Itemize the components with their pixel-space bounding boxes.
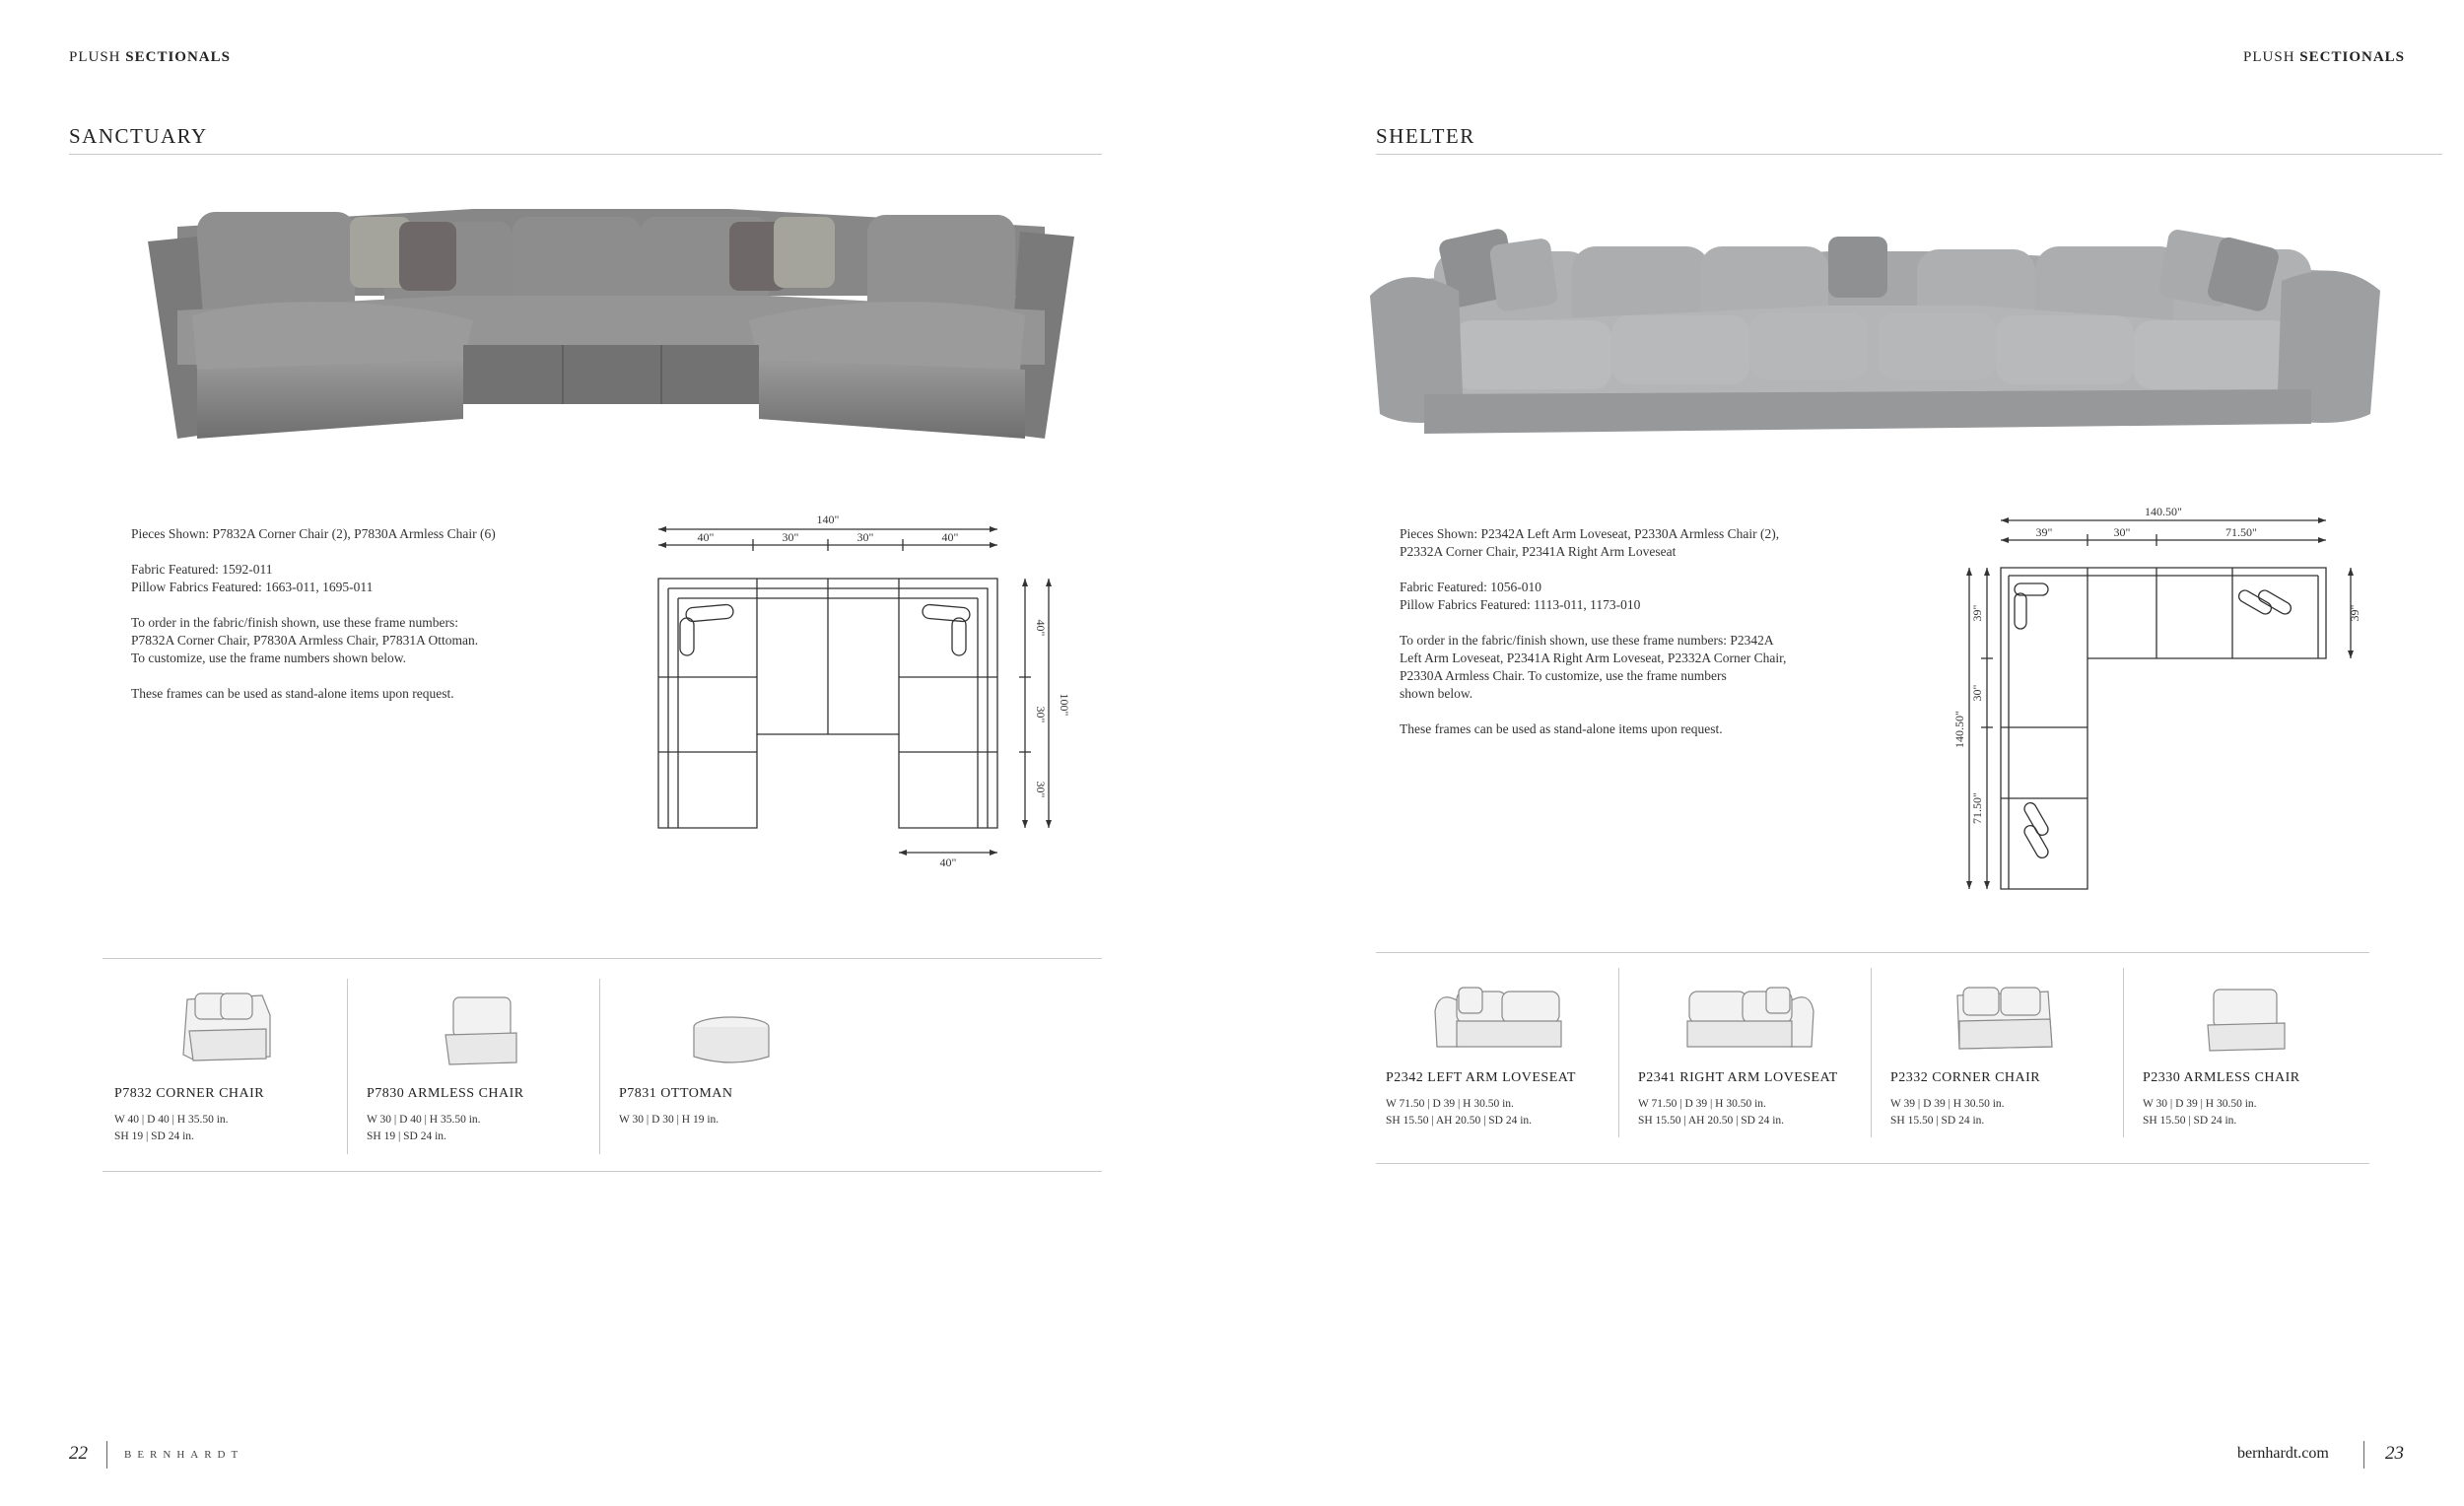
piece-left-arm-loveseat (1386, 1070, 1612, 1130)
pieces-divider-4 (1871, 968, 1872, 1137)
piece-dims-2: SH 19 | SD 24 in. (367, 1130, 446, 1142)
right-arm-loveseat-sketch (1681, 982, 1819, 1055)
label-right-a: 40" (1034, 619, 1048, 637)
piece-name: P7831 OTTOMAN (619, 1086, 733, 1101)
label-seg2: 30" (2113, 525, 2131, 539)
piece-dims: W 40 | D 40 | H 35.50 in. (114, 1114, 229, 1126)
section-label-right: PLUSH SECTIONALS (2243, 49, 2405, 65)
label-overall-width: 140.50" (2145, 505, 2182, 518)
piece-ottoman (619, 1086, 846, 1129)
collection-title-sanctuary: SANCTUARY (69, 124, 208, 148)
piece-dims: W 30 | D 30 | H 19 in. (619, 1114, 719, 1126)
piece-name: P7832 CORNER CHAIR (114, 1086, 265, 1101)
pieces-top-rule-left (103, 958, 1102, 959)
piece-dims-2: SH 15.50 | SD 24 in. (1890, 1115, 1985, 1127)
pieces-divider-2 (599, 979, 600, 1154)
label-seg3: 71.50" (2225, 525, 2257, 539)
label-left-a: 39" (1970, 604, 1984, 622)
piece-armless-chair-2 (2143, 1070, 2369, 1130)
order-info: To order in the fabric/finish shown, use these frame numbers: P2342A Left Arm Loveseat, P2341A Right Arm Loveseat, P2332A Corner Chair, P2330A Armless Chair. To customize, use the frame numbers shown below. (1400, 633, 1787, 701)
label-overall-depth: 100" (1058, 693, 1071, 717)
label-bottom: 40" (939, 856, 957, 869)
title-rule-right (1376, 154, 2442, 155)
label-seg1: 39" (2035, 525, 2053, 539)
armless-chair-sketch-2 (2202, 986, 2291, 1055)
order-info: To order in the fabric/finish shown, use these frame numbers: P7832A Corner Chair, P7830A Armless Chair, P7831A Ottoman. To customize, use the frame numbers shown below. (131, 615, 479, 665)
label-seg1: 40" (697, 530, 715, 544)
fabric-featured: Fabric Featured: 1592-011 Pillow Fabrics Featured: 1663-011, 1695-011 (131, 562, 374, 594)
piece-name: P2341 RIGHT ARM LOVESEAT (1638, 1070, 1838, 1085)
pieces-divider-5 (2123, 968, 2124, 1137)
piece-name: P2330 ARMLESS CHAIR (2143, 1070, 2300, 1085)
label-overall-width: 140" (816, 513, 840, 526)
standalone-note: These frames can be used as stand-alone items upon request. (1400, 721, 1723, 736)
fabric-featured: Fabric Featured: 1056-010 Pillow Fabrics Featured: 1113-011, 1173-010 (1400, 580, 1641, 612)
ottoman-sketch (690, 1013, 773, 1068)
pieces-shown: Pieces Shown: P2342A Left Arm Loveseat, P2330A Armless Chair (2), P2332A Corner Chair, P2341A Right Arm Loveseat (1400, 526, 1780, 559)
section-label-left: PLUSH SECTIONALS (69, 49, 231, 65)
sanctuary-sofa-photo (138, 187, 1084, 453)
label-overall-depth: 140.50" (1952, 711, 1966, 748)
shelter-dimension-diagram (1932, 503, 2375, 897)
l-sectional-outline (2001, 568, 2326, 889)
left-arm-loveseat-sketch (1429, 982, 1567, 1055)
piece-dims: W 39 | D 39 | H 30.50 in. (1890, 1098, 2005, 1110)
page-number-left: 22 (69, 1443, 88, 1464)
label-right-b: 30" (1034, 706, 1048, 723)
piece-dims: W 30 | D 40 | H 35.50 in. (367, 1114, 481, 1126)
piece-dims-2: SH 15.50 | AH 20.50 | SD 24 in. (1386, 1115, 1533, 1127)
shelter-description (1400, 525, 1912, 756)
piece-armless-chair (367, 1086, 593, 1145)
shelter-sofa-photo (1365, 222, 2385, 448)
label-left-c: 71.50" (1970, 792, 1984, 824)
label-right-c: 30" (1034, 781, 1048, 798)
label-seg4: 40" (941, 530, 959, 544)
label-left-b: 30" (1970, 684, 1984, 702)
standalone-note: These frames can be used as stand-alone items upon request. (131, 686, 454, 701)
footer-divider-right (2363, 1441, 2364, 1469)
sanctuary-dimension-diagram (631, 508, 1094, 882)
piece-dims: W 71.50 | D 39 | H 30.50 in. (1386, 1098, 1514, 1110)
piece-corner-chair-2 (1890, 1070, 2117, 1130)
corner-chair-sketch-2 (1950, 982, 2058, 1055)
piece-dims-2: SH 15.50 | AH 20.50 | SD 24 in. (1638, 1115, 1785, 1127)
brand-wordmark: BERNHARDT (124, 1449, 244, 1461)
piece-name: P2332 CORNER CHAIR (1890, 1070, 2041, 1085)
piece-right-arm-loveseat (1638, 1070, 1865, 1130)
piece-dims-2: SH 15.50 | SD 24 in. (2143, 1115, 2237, 1127)
pieces-bottom-rule-right (1376, 1163, 2369, 1164)
piece-name: P2342 LEFT ARM LOVESEAT (1386, 1070, 1576, 1085)
label-right: 39" (2348, 604, 2361, 622)
page-number-right: 23 (2385, 1443, 2404, 1464)
pieces-divider-1 (347, 979, 348, 1154)
website-link[interactable]: bernhardt.com (2237, 1445, 2329, 1462)
footer-divider-left (106, 1441, 107, 1469)
collection-title-shelter: SHELTER (1376, 124, 1475, 148)
pieces-shown: Pieces Shown: P7832A Corner Chair (2), P7830A Armless Chair (6) (131, 526, 496, 541)
title-rule-left (69, 154, 1102, 155)
piece-dims: W 71.50 | D 39 | H 30.50 in. (1638, 1098, 1766, 1110)
pieces-top-rule-right (1376, 952, 2369, 953)
piece-corner-chair (114, 1086, 341, 1145)
piece-dims-2: SH 19 | SD 24 in. (114, 1130, 194, 1142)
label-seg2: 30" (782, 530, 799, 544)
pieces-divider-3 (1618, 968, 1619, 1137)
sanctuary-description (131, 525, 644, 720)
corner-chair-sketch (175, 986, 278, 1068)
piece-dims: W 30 | D 39 | H 30.50 in. (2143, 1098, 2257, 1110)
pieces-bottom-rule-left (103, 1171, 1102, 1172)
armless-chair-sketch (440, 993, 522, 1068)
piece-name: P7830 ARMLESS CHAIR (367, 1086, 524, 1101)
label-seg3: 30" (856, 530, 874, 544)
